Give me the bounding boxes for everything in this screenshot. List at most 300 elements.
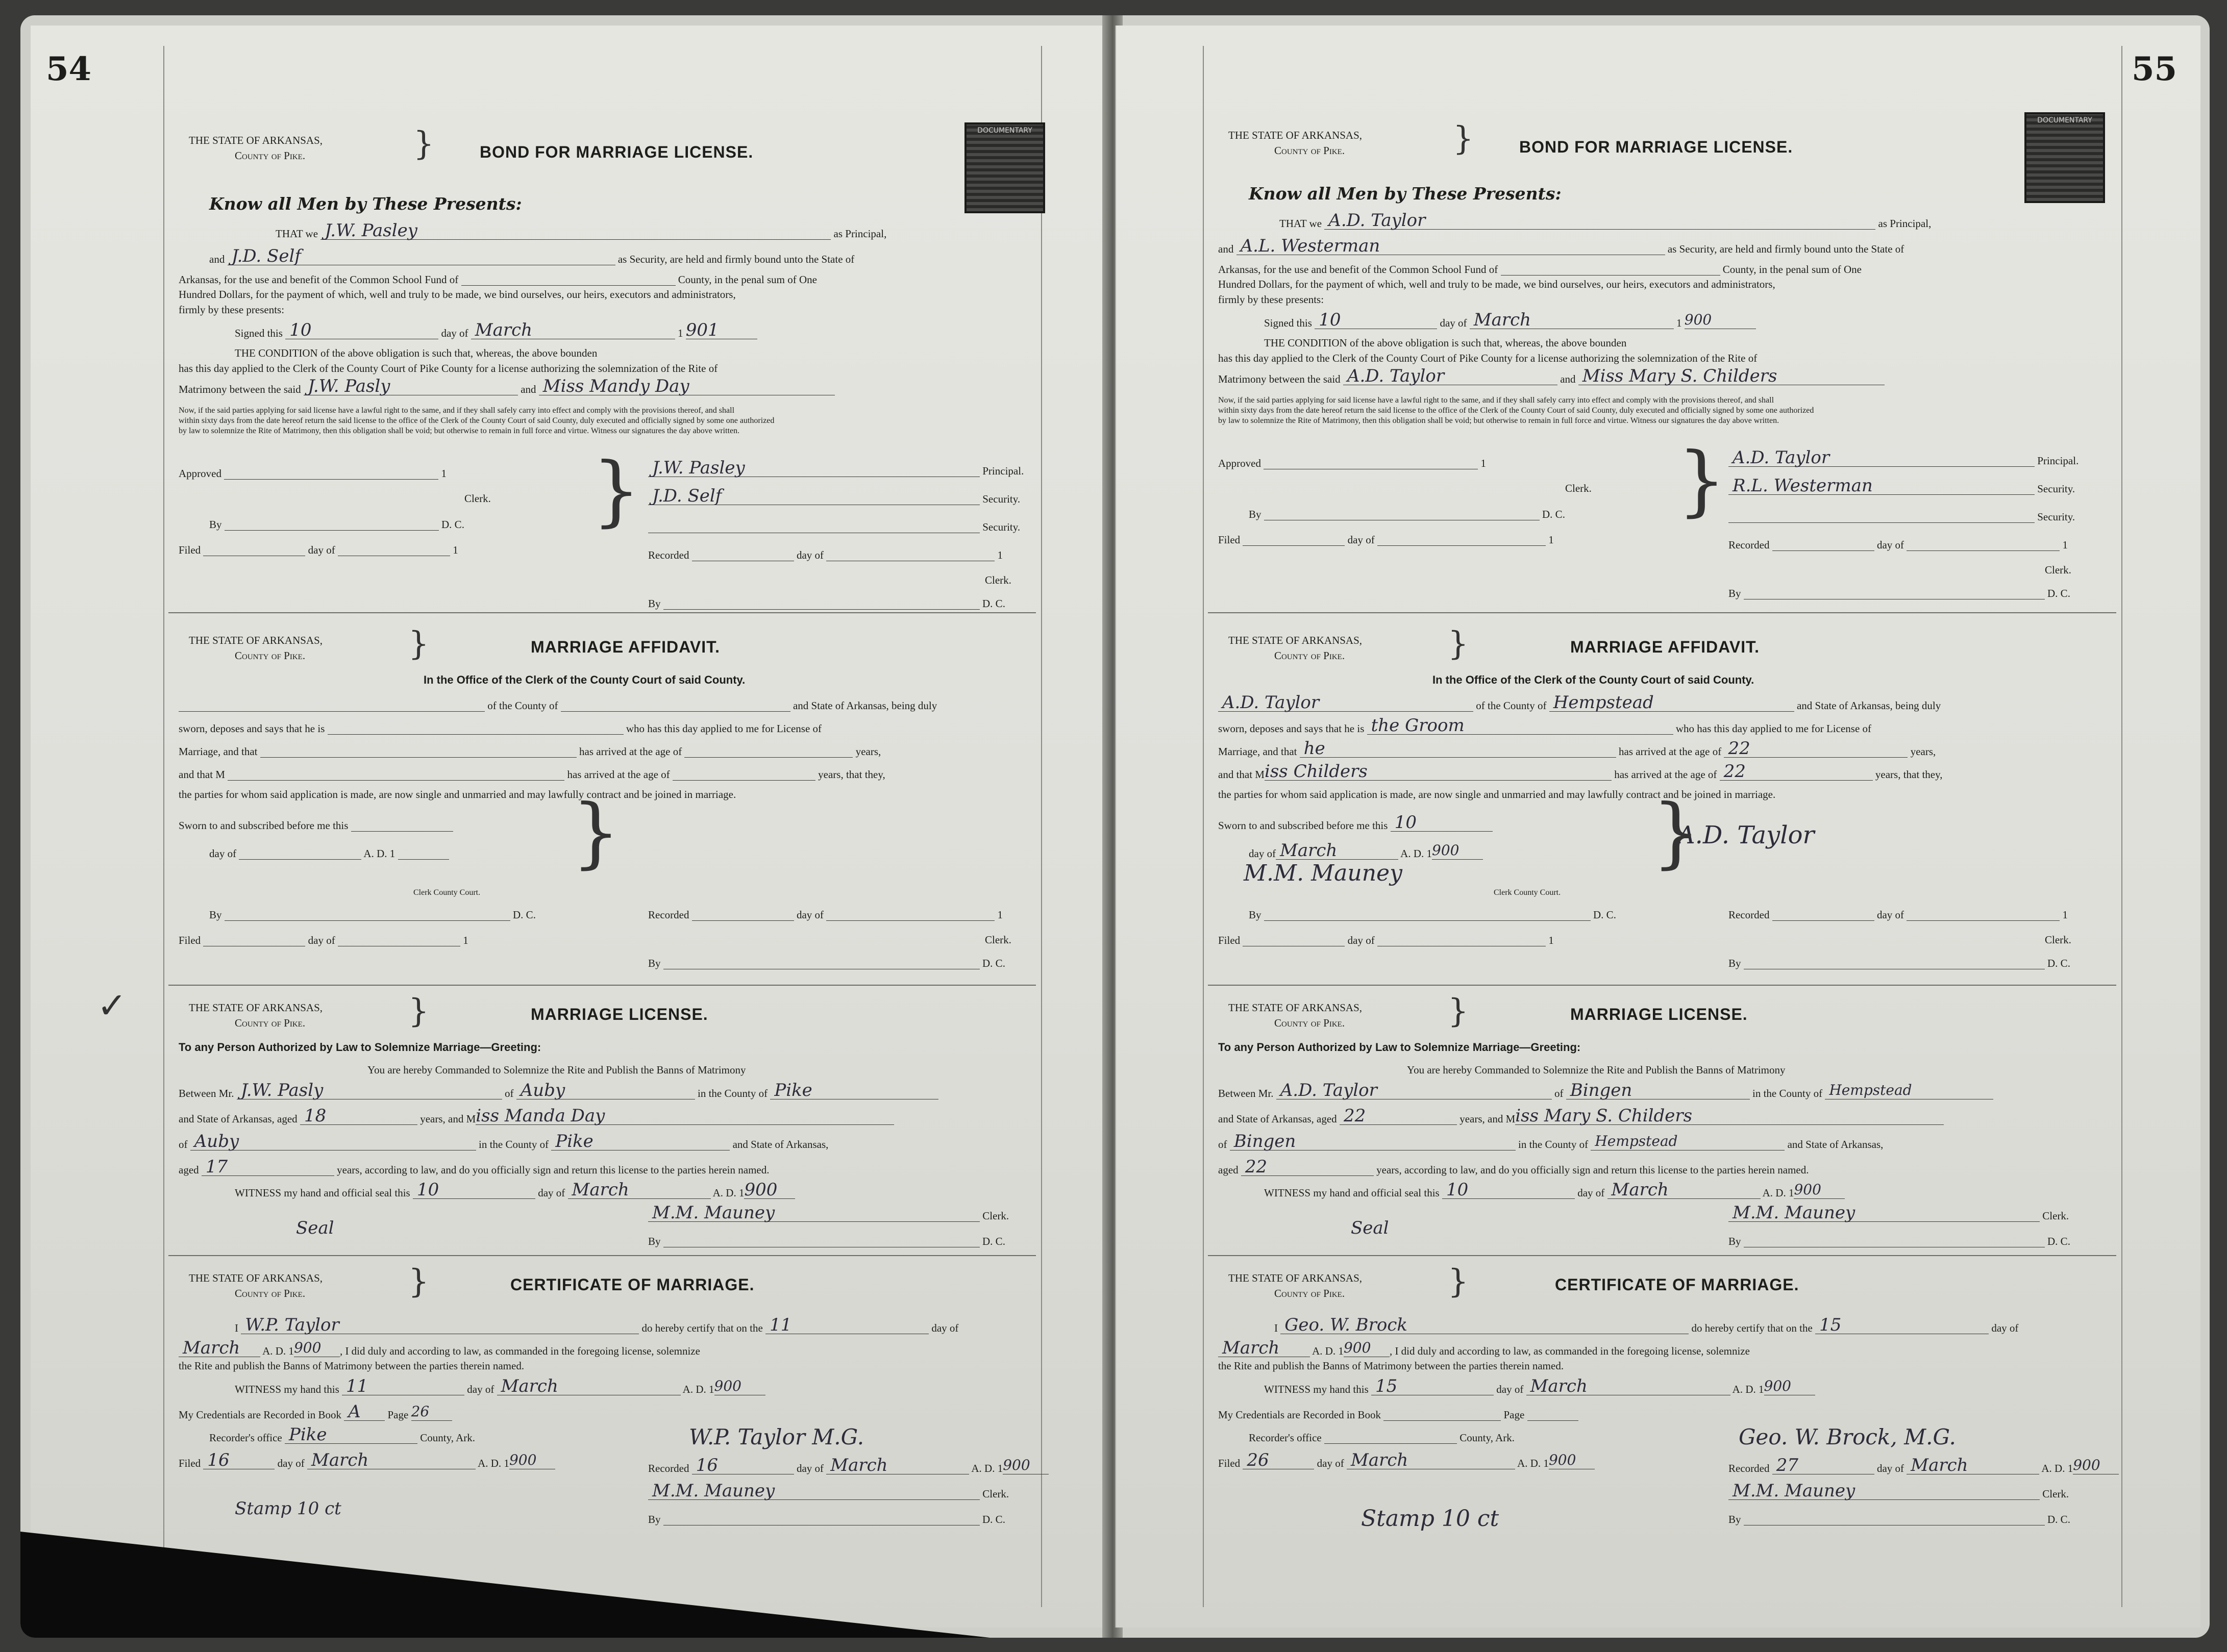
security-name: A.L. Westerman xyxy=(1240,236,1380,256)
day-of-label: day of xyxy=(277,1457,305,1469)
clerk-label: Clerk. xyxy=(1565,482,1592,494)
filed-label: Filed xyxy=(1218,934,1241,946)
witness-day: 15 xyxy=(1375,1376,1398,1396)
year-prefix: 1 xyxy=(1480,457,1486,469)
dc-label: D. C. xyxy=(1593,909,1616,921)
by-label: By xyxy=(1728,1235,1741,1247)
marriage-text: Marriage, and that xyxy=(1218,745,1297,758)
greeting-line: To any Person Authorized by Law to Solemnize Marriage—Greeting: xyxy=(1218,1041,1581,1054)
witness-month: March xyxy=(1530,1376,1588,1396)
recorded-label: Recorded xyxy=(648,909,689,921)
recorders-office-label: Recorder's office xyxy=(209,1432,282,1444)
signed-month: March xyxy=(475,320,533,340)
know-heading: Know all Men by These Presents: xyxy=(1249,184,1562,204)
check-mark-icon: ✓ xyxy=(97,985,127,1027)
revenue-stamp xyxy=(964,122,1045,213)
witness-year: 900 xyxy=(744,1180,778,1200)
recorded-day: 27 xyxy=(1776,1455,1798,1475)
clerk-label: Clerk. xyxy=(2045,934,2071,946)
section-title: MARRIAGE LICENSE. xyxy=(1570,1005,1748,1023)
presents-text: firmly by these presents: xyxy=(179,304,285,316)
in-county-label: in the County of xyxy=(479,1138,549,1150)
witness-year: 900 xyxy=(1794,1181,1821,1198)
bride-age: 17 xyxy=(205,1157,228,1177)
officiant-signature: Geo. W. Brock, M.G. xyxy=(1739,1424,1956,1449)
affidavit-section xyxy=(179,622,1046,980)
witness-label: WITNESS my hand this xyxy=(1264,1383,1369,1395)
by-label: By xyxy=(1249,909,1261,921)
state-label: THE STATE OF ARKANSAS, xyxy=(189,1002,323,1014)
left-page xyxy=(31,26,1108,1628)
certify-day: 11 xyxy=(770,1315,792,1335)
clerk-signature: M.M. Mauney xyxy=(1244,860,1402,886)
office-line: In the Office of the Clerk of the County Court of said County. xyxy=(424,673,746,686)
affiant-role: the Groom xyxy=(1371,715,1465,736)
brace: } xyxy=(1453,120,1474,158)
approved-label: Approved xyxy=(179,467,221,480)
affiant-county: Hempstead xyxy=(1553,692,1654,713)
certify-day: 15 xyxy=(1819,1315,1842,1335)
filed-day: 26 xyxy=(1247,1450,1269,1470)
matrimony-label: Matrimony between the said xyxy=(179,383,301,395)
applied-text: who has this day applied to me for License of xyxy=(1675,722,1872,735)
witness-month: March xyxy=(1611,1180,1669,1200)
bride-name: iss Manda Day xyxy=(476,1106,605,1126)
bride-county: Pike xyxy=(555,1131,593,1152)
right-page xyxy=(1115,26,2200,1628)
year-prefix: 1 xyxy=(441,467,447,480)
year-prefix: 1 xyxy=(678,327,683,339)
signed-year: 900 xyxy=(1684,311,1712,328)
filed-label: Filed xyxy=(179,544,201,556)
page-number: 54 xyxy=(46,50,92,88)
sworn-month: March xyxy=(1280,840,1338,861)
recorded-label: Recorded xyxy=(648,549,689,561)
fund-text: Arkansas, for the use and benefit of the Common School Fund of xyxy=(1218,263,1498,276)
certify-month: March xyxy=(183,1338,240,1358)
day-of-label: day of xyxy=(441,327,468,339)
county-label: County of Pike. xyxy=(235,649,306,662)
of-label: of xyxy=(1554,1087,1564,1099)
groom-age: 18 xyxy=(304,1106,327,1126)
clerk-signature: M.M. Mauney xyxy=(652,1203,775,1223)
brace: } xyxy=(1448,992,1469,1030)
recorders-office-label: Recorder's office xyxy=(1249,1432,1322,1444)
according-text: years, according to law, and do you officially sign and return this license to the parties herein named. xyxy=(337,1164,770,1176)
i-label: I xyxy=(1274,1322,1278,1334)
county-ark-label: County, Ark. xyxy=(420,1432,475,1444)
ad-label: A. D. 1 xyxy=(682,1383,714,1395)
years-text: years, that they, xyxy=(1875,768,1943,781)
recorded-month: March xyxy=(1911,1455,1968,1475)
as-principal-label: as Principal, xyxy=(833,228,887,240)
security-text: as Security, are held and firmly bound unto the State of xyxy=(1667,243,1904,255)
signed-year: 901 xyxy=(685,320,719,340)
groom-county: Hempstead xyxy=(1829,1082,1912,1098)
section-divider xyxy=(168,1255,1036,1256)
brace: } xyxy=(572,788,621,877)
page-label: Page xyxy=(387,1409,409,1421)
brace: } xyxy=(1677,436,1726,525)
state-label: THE STATE OF ARKANSAS, xyxy=(189,134,323,146)
clerk-label: Clerk. xyxy=(464,492,491,505)
bride-ref: iss Childers xyxy=(1264,761,1368,782)
recorded-label: Recorded xyxy=(1728,539,1770,551)
filed-month: March xyxy=(311,1450,369,1470)
principal-label: Principal. xyxy=(2037,455,2079,467)
brace: } xyxy=(592,446,641,535)
ad-label: A. D. 1 xyxy=(971,1462,1003,1474)
filed-month: March xyxy=(1351,1450,1408,1470)
fine-print: by law to solemnize the Rite of Matrimony, then this obligation shall be void; but otherwise to remain in full force and virtue. Witness our signatures the day above written. xyxy=(179,427,740,435)
filed-label: Filed xyxy=(179,1457,201,1469)
by-label: By xyxy=(1728,957,1741,969)
penal-text: County, in the penal sum of One xyxy=(678,273,817,286)
certificate-section xyxy=(179,1260,1046,1566)
day-of-label: day of xyxy=(1347,534,1375,546)
bond-section xyxy=(1218,112,2111,602)
ad-label: A. D. 1 xyxy=(712,1187,745,1199)
day-of-label: day of xyxy=(1317,1457,1344,1469)
by-label: By xyxy=(648,1513,661,1525)
recorded-label: Recorded xyxy=(1728,909,1770,921)
by-label: By xyxy=(648,1235,661,1247)
day-of-label: day of xyxy=(1347,934,1375,946)
stamp-note: Stamp 10 ct xyxy=(235,1498,341,1519)
between-label: Between Mr. xyxy=(1218,1087,1274,1099)
groom-town: Bingen xyxy=(1570,1080,1632,1100)
by-label: By xyxy=(1728,1513,1741,1525)
day-of-label: day of xyxy=(209,847,237,860)
rite-text: the Rite and publish the Banns of Matrimony between the parties therein named. xyxy=(1218,1360,1564,1372)
day-of-label: day of xyxy=(467,1383,494,1395)
officiant-name: Geo. W. Brock xyxy=(1284,1315,1407,1335)
clerk-signature: M.M. Mauney xyxy=(1733,1481,1855,1501)
matrimony-label: Matrimony between the said xyxy=(1218,373,1341,385)
section-divider xyxy=(1208,985,2116,986)
by-label: By xyxy=(648,597,661,610)
groom-age: 22 xyxy=(1728,738,1750,759)
recorded-day: 16 xyxy=(696,1455,718,1475)
section-divider xyxy=(1208,612,2116,613)
clerk-label: Clerk. xyxy=(985,574,1011,586)
rite-text: the Rite and publish the Banns of Matrimony between the parties therein named. xyxy=(179,1360,525,1372)
section-title: BOND FOR MARRIAGE LICENSE. xyxy=(1519,138,1793,156)
bride-name: Miss Mandy Day xyxy=(542,376,689,396)
fine-print: by law to solemnize the Rite of Matrimony, then this obligation shall be void; but otherwise to remain in full force and virtue. Witness our signatures the day above written. xyxy=(1218,416,1779,425)
certificate-section xyxy=(1218,1260,2111,1566)
year-prefix: 1 xyxy=(463,934,468,946)
ad-label: A. D. 1 xyxy=(1732,1383,1764,1395)
of-label: of xyxy=(1218,1138,1227,1150)
applied-text: has this day applied to the Clerk of the County Court of Pike County for a license authorizing the solemnization of the Rite of xyxy=(179,362,718,374)
year-prefix: 1 xyxy=(997,549,1003,561)
state-aged-label: and State of Arkansas, aged xyxy=(1218,1113,1337,1125)
clerk-county-court: Clerk County Court. xyxy=(1494,888,1561,897)
greeting-line: To any Person Authorized by Law to Solemnize Marriage—Greeting: xyxy=(179,1041,541,1054)
bride-age: 22 xyxy=(1723,761,1746,782)
county-label: County of Pike. xyxy=(235,1287,306,1299)
section-divider xyxy=(168,985,1036,986)
witness-month: March xyxy=(501,1376,558,1396)
recorded-label: Recorded xyxy=(648,1462,689,1474)
presents-text: firmly by these presents: xyxy=(1218,293,1324,306)
security-name: J.D. Self xyxy=(231,246,301,266)
groom-name: A.D. Taylor xyxy=(1280,1080,1377,1100)
solemnize-text: , I did duly and according to law, as commanded in the foregoing license, solemnize xyxy=(339,1345,700,1357)
dc-label: D. C. xyxy=(2047,1235,2070,1247)
year-prefix: 1 xyxy=(2062,539,2068,551)
recorded-year: 900 xyxy=(2073,1457,2100,1473)
county-label: County of Pike. xyxy=(1274,649,1345,662)
clerk-signature: M.M. Mauney xyxy=(652,1481,775,1501)
clerk-label: Clerk. xyxy=(2045,564,2071,576)
fine-print: Now, if the said parties applying for said license have a lawful right to the same, and if they shall safely carry into effect and comply with the provisions thereof, and shall xyxy=(1218,396,1774,405)
aged-label: aged xyxy=(1218,1164,1239,1176)
day-of-label: day of xyxy=(1440,317,1467,329)
ad-label: A. D. 1 xyxy=(1312,1345,1344,1357)
section-divider xyxy=(1208,1255,2116,1256)
witness-year: 900 xyxy=(714,1378,741,1394)
dc-label: D. C. xyxy=(982,957,1005,969)
witness-label: WITNESS my hand this xyxy=(235,1383,339,1395)
sworn-day: 10 xyxy=(1394,812,1417,833)
of-label: of xyxy=(504,1087,514,1099)
ad-label: A. D. 1 xyxy=(2041,1462,2073,1474)
day-of-label: day of xyxy=(1577,1187,1605,1199)
day-of-label: day of xyxy=(308,544,335,556)
state-label: THE STATE OF ARKANSAS, xyxy=(1228,1002,1363,1014)
seal-mark: Seal xyxy=(296,1218,334,1238)
clerk-label: Clerk. xyxy=(982,1488,1009,1500)
clerk-signature: M.M. Mauney xyxy=(1733,1203,1855,1223)
brace: } xyxy=(1448,1263,1469,1300)
sworn-label: Sworn to and subscribed before me this xyxy=(179,819,349,832)
unmarried-text: the parties for whom said application is made, are now single and unmarried and may lawfully contract and be joined in marriage. xyxy=(179,788,736,800)
dc-label: D. C. xyxy=(2047,587,2070,599)
filed-year: 900 xyxy=(1548,1451,1576,1468)
sworn-year: 900 xyxy=(1432,842,1459,859)
age-text: has arrived at the age of xyxy=(1614,768,1717,781)
brace: } xyxy=(408,1263,429,1300)
state-label: and State of Arkansas, xyxy=(1787,1138,1884,1150)
recorded-month: March xyxy=(830,1455,888,1475)
sworn-text: sworn, deposes and says that he is xyxy=(179,722,325,735)
dc-label: D. C. xyxy=(982,1235,1005,1247)
groom-ref: he xyxy=(1303,738,1325,759)
security-label: Security. xyxy=(2037,511,2075,523)
witness-day: 10 xyxy=(416,1180,439,1200)
sworn-text: sworn, deposes and says that he is xyxy=(1218,722,1365,735)
revenue-stamp xyxy=(2024,112,2105,203)
section-divider xyxy=(168,612,1036,613)
certify-month: March xyxy=(1222,1338,1280,1358)
years-text: years, xyxy=(855,745,881,758)
section-title: BOND FOR MARRIAGE LICENSE. xyxy=(480,143,754,161)
condition-text: THE CONDITION of the above obligation is such that, whereas, the above bounden xyxy=(235,347,598,359)
state-label: and State of Arkansas, xyxy=(732,1138,829,1150)
marriage-text: Marriage, and that xyxy=(179,745,258,758)
brace: } xyxy=(1448,625,1469,663)
recorded-year: 900 xyxy=(1003,1457,1030,1473)
by-label: By xyxy=(1249,508,1261,520)
office-county: Pike xyxy=(289,1424,327,1445)
and-label: and xyxy=(1560,373,1576,385)
principal-signature: J.W. Pasley xyxy=(652,458,745,478)
age-text: has arrived at the age of xyxy=(1619,745,1722,758)
margin-line xyxy=(163,46,164,1607)
groom-town: Auby xyxy=(520,1080,565,1100)
year-prefix: 1 xyxy=(1548,534,1554,546)
by-label: By xyxy=(209,909,222,921)
in-county-label: in the County of xyxy=(1518,1138,1589,1150)
book-value: A xyxy=(348,1401,361,1422)
signed-label: Signed this xyxy=(235,327,283,339)
year-prefix: 1 xyxy=(997,909,1003,921)
according-text: years, according to law, and do you officially sign and return this license to the parties herein named. xyxy=(1376,1164,1809,1176)
county-of-label: of the County of xyxy=(487,699,558,712)
principal-signature: A.D. Taylor xyxy=(1733,447,1830,468)
day-of-label: day of xyxy=(1249,847,1276,860)
county-ark-label: County, Ark. xyxy=(1459,1432,1515,1444)
day-of-label: day of xyxy=(1876,539,1904,551)
clerk-label: Clerk. xyxy=(985,934,1011,946)
county-label: County of Pike. xyxy=(1274,1287,1345,1299)
county-label: County of Pike. xyxy=(235,149,306,162)
applied-text: has this day applied to the Clerk of the County Court of Pike County for a license authorizing the solemnization of the Rite of xyxy=(1218,352,1758,364)
and-label: and xyxy=(521,383,536,395)
security-label: Security. xyxy=(2037,483,2075,495)
county-label: County of Pike. xyxy=(1274,144,1345,157)
as-principal-label: as Principal, xyxy=(1878,217,1932,230)
commanded-text: You are hereby Commanded to Solemnize the Rite and Publish the Banns of Matrimony xyxy=(1407,1064,1786,1076)
years-and-label: years, and M xyxy=(1459,1113,1516,1125)
payment-text: Hundred Dollars, for the payment of which, well and truly to be made, we bind ourselves, our heirs, executors and administrators, xyxy=(1218,278,1775,290)
condition-text: THE CONDITION of the above obligation is such that, whereas, the above bounden xyxy=(1264,337,1627,349)
ad-label: A. D. 1 xyxy=(363,847,395,860)
stamp-label: DOCUMENTARY xyxy=(977,127,1032,135)
solemnize-text: , I did duly and according to law, as commanded in the foregoing license, solemnize xyxy=(1389,1345,1750,1357)
certify-text: do hereby certify that on the xyxy=(1691,1322,1813,1334)
filed-year: 900 xyxy=(509,1451,537,1468)
bride-town: Bingen xyxy=(1233,1131,1296,1152)
applied-text: who has this day applied to me for License of xyxy=(626,722,822,735)
license-section xyxy=(179,990,1046,1245)
margin-line xyxy=(2121,46,2122,1607)
ad-label: A. D. 1 xyxy=(478,1457,509,1469)
unmarried-text: the parties for whom said application is made, are now single and unmarried and may lawfully contract and be joined in marriage. xyxy=(1218,788,1776,800)
filed-label: Filed xyxy=(1218,1457,1241,1469)
aged-label: aged xyxy=(179,1164,199,1176)
margin-line xyxy=(1203,46,1204,1607)
recorded-label: Recorded xyxy=(1728,1462,1770,1474)
ledger-book xyxy=(20,15,2210,1638)
witness-label: WITNESS my hand and official seal this xyxy=(235,1187,410,1199)
section-title: MARRIAGE LICENSE. xyxy=(531,1005,708,1023)
certify-text: do hereby certify that on the xyxy=(641,1322,763,1334)
year-prefix: 1 xyxy=(1676,317,1682,329)
officiant-signature: W.P. Taylor M.G. xyxy=(689,1424,864,1449)
security-signature: R.L. Westerman xyxy=(1733,475,1873,496)
in-county-label: in the County of xyxy=(1752,1087,1823,1099)
dc-label: D. C. xyxy=(982,597,1005,610)
credentials-label: My Credentials are Recorded in Book xyxy=(1218,1409,1381,1421)
filed-day: 16 xyxy=(207,1450,230,1470)
fund-text: Arkansas, for the use and benefit of the Common School Fund of xyxy=(179,273,459,286)
county-of-label: of the County of xyxy=(1476,699,1547,712)
license-section xyxy=(1218,990,2111,1245)
state-text: and State of Arkansas, being duly xyxy=(793,699,937,712)
ad-label: A. D. 1 xyxy=(1517,1457,1549,1469)
and-that-text: and that M xyxy=(179,768,225,781)
age-text: has arrived at the age of xyxy=(579,745,682,758)
filed-label: Filed xyxy=(179,934,201,946)
security-label: Security. xyxy=(982,493,1021,505)
ad-label: A. D. 1 xyxy=(262,1345,294,1357)
year-prefix: 1 xyxy=(2062,909,2068,921)
day-of-label: day of xyxy=(1876,909,1904,921)
signed-day: 10 xyxy=(289,320,312,340)
dc-label: D. C. xyxy=(982,1513,1005,1525)
year-prefix: 1 xyxy=(1548,934,1554,946)
witness-label: WITNESS my hand and official seal this xyxy=(1264,1187,1440,1199)
security-text: as Security, are held and firmly bound unto the State of xyxy=(617,253,855,265)
by-label: By xyxy=(648,957,661,969)
principal-label: Principal. xyxy=(982,465,1024,477)
page-number: 55 xyxy=(2132,50,2177,88)
commanded-text: You are hereby Commanded to Solemnize the Rite and Publish the Banns of Matrimony xyxy=(367,1064,746,1076)
state-label: THE STATE OF ARKANSAS, xyxy=(189,634,323,646)
clerk-label: Clerk. xyxy=(982,1210,1009,1222)
fine-print: Now, if the said parties applying for said license have a lawful right to the same, and if they shall safely carry into effect and comply with the provisions thereof, and shall xyxy=(179,406,735,415)
clerk-county-court: Clerk County Court. xyxy=(413,888,481,897)
clerk-label: Clerk. xyxy=(2042,1488,2069,1500)
bride-age: 22 xyxy=(1245,1157,1268,1177)
day-of-label: day of xyxy=(308,934,335,946)
groom-name: J.W. Pasly xyxy=(240,1080,324,1100)
and-label: and xyxy=(209,253,225,265)
dc-label: D. C. xyxy=(2047,957,2070,969)
state-label: THE STATE OF ARKANSAS, xyxy=(1228,1272,1363,1284)
county-label: County of Pike. xyxy=(235,1017,306,1029)
bride-town: Auby xyxy=(194,1131,239,1152)
section-title: MARRIAGE AFFIDAVIT. xyxy=(531,638,720,656)
brace: } xyxy=(408,992,429,1030)
credentials-label: My Credentials are Recorded in Book xyxy=(179,1409,341,1421)
i-label: I xyxy=(235,1322,238,1334)
page-label: Page xyxy=(1503,1409,1525,1421)
state-aged-label: and State of Arkansas, aged xyxy=(179,1113,298,1125)
brace: } xyxy=(1652,788,1701,877)
dc-label: D. C. xyxy=(1542,508,1565,520)
of-label: of xyxy=(179,1138,188,1150)
groom-age: 22 xyxy=(1343,1106,1366,1126)
stamp-note: Stamp 10 ct xyxy=(1361,1506,1499,1532)
certify-year: 900 xyxy=(293,1339,321,1356)
witness-month: March xyxy=(572,1180,629,1200)
fine-print: within sixty days from the date hereof return the said license to the office of the Clerk of the County Court of said County, duly executed and officially signed by some one authorized xyxy=(179,416,775,425)
and-label: and xyxy=(1218,243,1234,255)
brace: } xyxy=(413,125,434,163)
sworn-label: Sworn to and subscribed before me this xyxy=(1218,819,1388,832)
years-and-label: years, and M xyxy=(420,1113,476,1125)
day-of-label: day of xyxy=(931,1322,959,1334)
bride-county: Hempstead xyxy=(1595,1133,1678,1149)
principal-name: J.W. Pasley xyxy=(325,220,417,241)
state-label: THE STATE OF ARKANSAS, xyxy=(1228,129,1363,141)
security-signature: J.D. Self xyxy=(652,486,722,506)
groom-name: J.W. Pasly xyxy=(307,376,390,396)
